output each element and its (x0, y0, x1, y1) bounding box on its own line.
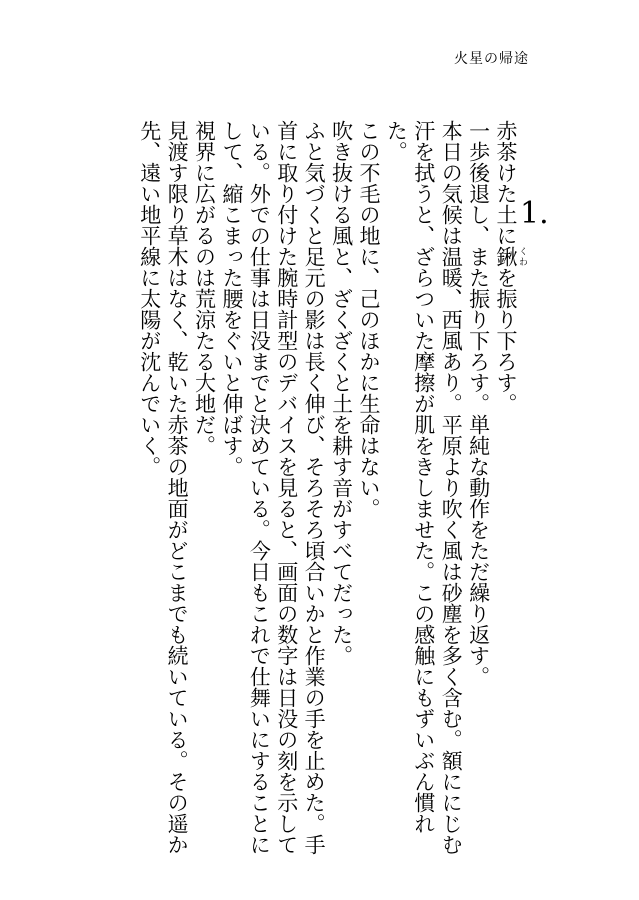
running-header: 火星の帰途 (454, 51, 529, 67)
paragraph-4: この不毛の地に、己のほかに生命はない。 (356, 120, 381, 519)
paragraph-3: 本日の気候は温暖、西風あり。平原より吹く風は砂塵を多く含む。額ににじむ汗を拭うと、ざらついた摩擦が肌をきしませた。この感触にもずいぶん慣れた。 (384, 120, 464, 855)
chapter-number: 1. (520, 196, 549, 231)
paragraph-1-text-start: 赤茶けた土に (494, 120, 518, 246)
paragraph-8: 見渡す限り草木はなく、乾いた赤茶の地面がどこまでも続いている。その遥か先、遠い地平線に太陽が沈んでいく。 (137, 120, 190, 855)
paragraph-6: ふと気づくと足元の影は長く伸び、そろそろ頃合いかと作業の手を止めた。手首に取り付けた腕時計型のデバイスを見ると、画面の数字は日没の刻を示している。外での仕事は日没までと決めている。今日もこれで仕舞いにすることにして、縮こまった腰をぐいと伸ばす。 (219, 120, 327, 855)
paragraph-7: 視界に広がるのは荒涼たる大地だ。 (192, 120, 217, 456)
paragraph-1 (492, 120, 527, 860)
paragraph-5: 吹き抜ける風と、ざくざくと土を耕す音がすべてだった。 (329, 120, 354, 666)
ruby-annotation (494, 246, 527, 267)
ruby-base: 鍬 (494, 246, 518, 267)
paragraph-1-text-end: を振り下ろす。 (494, 267, 518, 414)
ruby-reading: くわ (517, 246, 527, 267)
body-text (135, 120, 527, 860)
paragraph-2: 一歩後退し、また振り下ろす。単純な動作をただ繰り返す。 (466, 120, 491, 687)
